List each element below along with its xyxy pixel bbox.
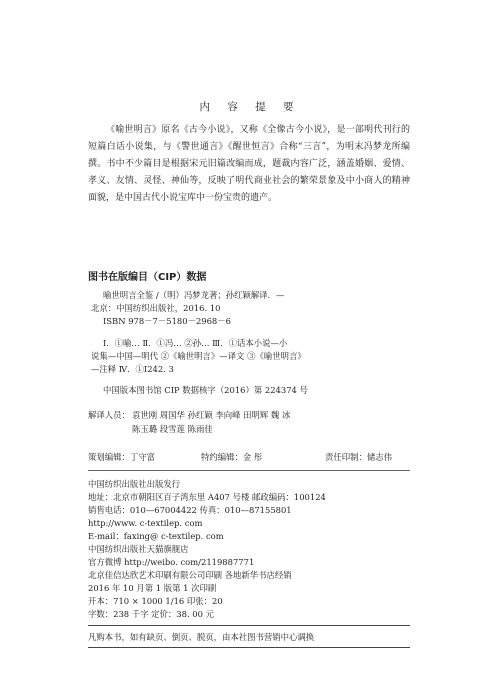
cip-record-number: 中国版本图书馆 CIP 数据核字（2016）第 224374 号: [103, 385, 308, 395]
cip-line: Ⅰ．①喻… Ⅱ．①冯… ②孙… Ⅲ．①话本小说—小: [103, 338, 288, 348]
divider: [88, 625, 410, 626]
summary-text: 《喻世明言》原名《古今小说》，又称《全像古今小说》，是一部明代刊行的短篇白话小说集，与《警世通言》《醒世恒言》合称“三言”，为明末冯梦龙所编撰。书中不少篇目是根据宋元旧篇改编而成，题裁内容广泛，涵盖婚姻、爱情、孝义、友情、灵怪、神仙等，反映了明代商业社会的繁荣景象及中小商人的精神面貌，是中国古代小说宝库中一份宝贵的遗产。: [88, 125, 410, 203]
footer-notice: 凡购本书，如有缺页、倒页、脱页，由本社图书营销中心调换: [88, 632, 315, 642]
publisher-printer: 北京佳信达欣艺术印刷有限公司印刷 各地新华书店经销: [88, 570, 292, 580]
interpreters-label: 解译人员：: [88, 410, 130, 420]
cip-title: 图书在版编目（CIP）数据: [88, 272, 207, 283]
publisher-line: 中国纺织出版社出版发行: [88, 479, 181, 489]
interpreters-names: 陈玉璐 段雪莲 陈雨佳: [132, 424, 213, 434]
publisher-store: 中国纺织出版社天猫旗舰店: [88, 544, 189, 554]
publisher-phone: 销售电话：010—67004422 传真：010—87155801: [88, 505, 292, 515]
cip-line: —注释 Ⅳ．①I242. 3: [91, 364, 174, 374]
summary-paragraph: [88, 122, 410, 207]
publisher-address: 地址：北京市朝阳区百子湾东里 A407 号楼 邮政编码：100124: [88, 492, 326, 502]
planning-editor: 策划编辑：丁守富: [88, 452, 155, 462]
cip-isbn: ISBN 978－7－5180－2968－6: [103, 316, 231, 326]
printing-supervisor: 责任印制：储志伟: [325, 452, 392, 462]
special-editor: 特约编辑：金 彤: [201, 452, 263, 462]
publisher-weibo: 官方微博 http://weibo. com/2119887771: [88, 557, 255, 567]
divider: [88, 470, 410, 471]
publisher-email: E-mail：faxing@ c-textilep. com: [88, 531, 224, 541]
cip-line: 喻世明言全鉴 /（明）冯梦龙著；孙红颖解译．—: [103, 290, 285, 300]
cip-line: 说集—中国—明代 ②《喻世明言》—译文 ③《喻世明言》: [91, 351, 306, 361]
publisher-website: http://www. c-textilep. com: [88, 518, 203, 528]
publisher-price: 字数：238 千字 定价：38. 00 元: [88, 609, 214, 619]
cip-line: 北京：中国纺织出版社，2016. 10: [91, 303, 221, 313]
interpreters-names: 袁世刚 周国华 孙红颖 李向峰 田明辉 魏 冰: [132, 410, 291, 420]
summary-heading: 内 容 提 要: [199, 101, 301, 113]
divider: [88, 647, 410, 648]
publisher-edition: 2016 年 10 月第 1 版第 1 次印刷: [88, 583, 217, 593]
publisher-format: 开本：710 × 1000 1/16 印张：20: [88, 596, 223, 606]
